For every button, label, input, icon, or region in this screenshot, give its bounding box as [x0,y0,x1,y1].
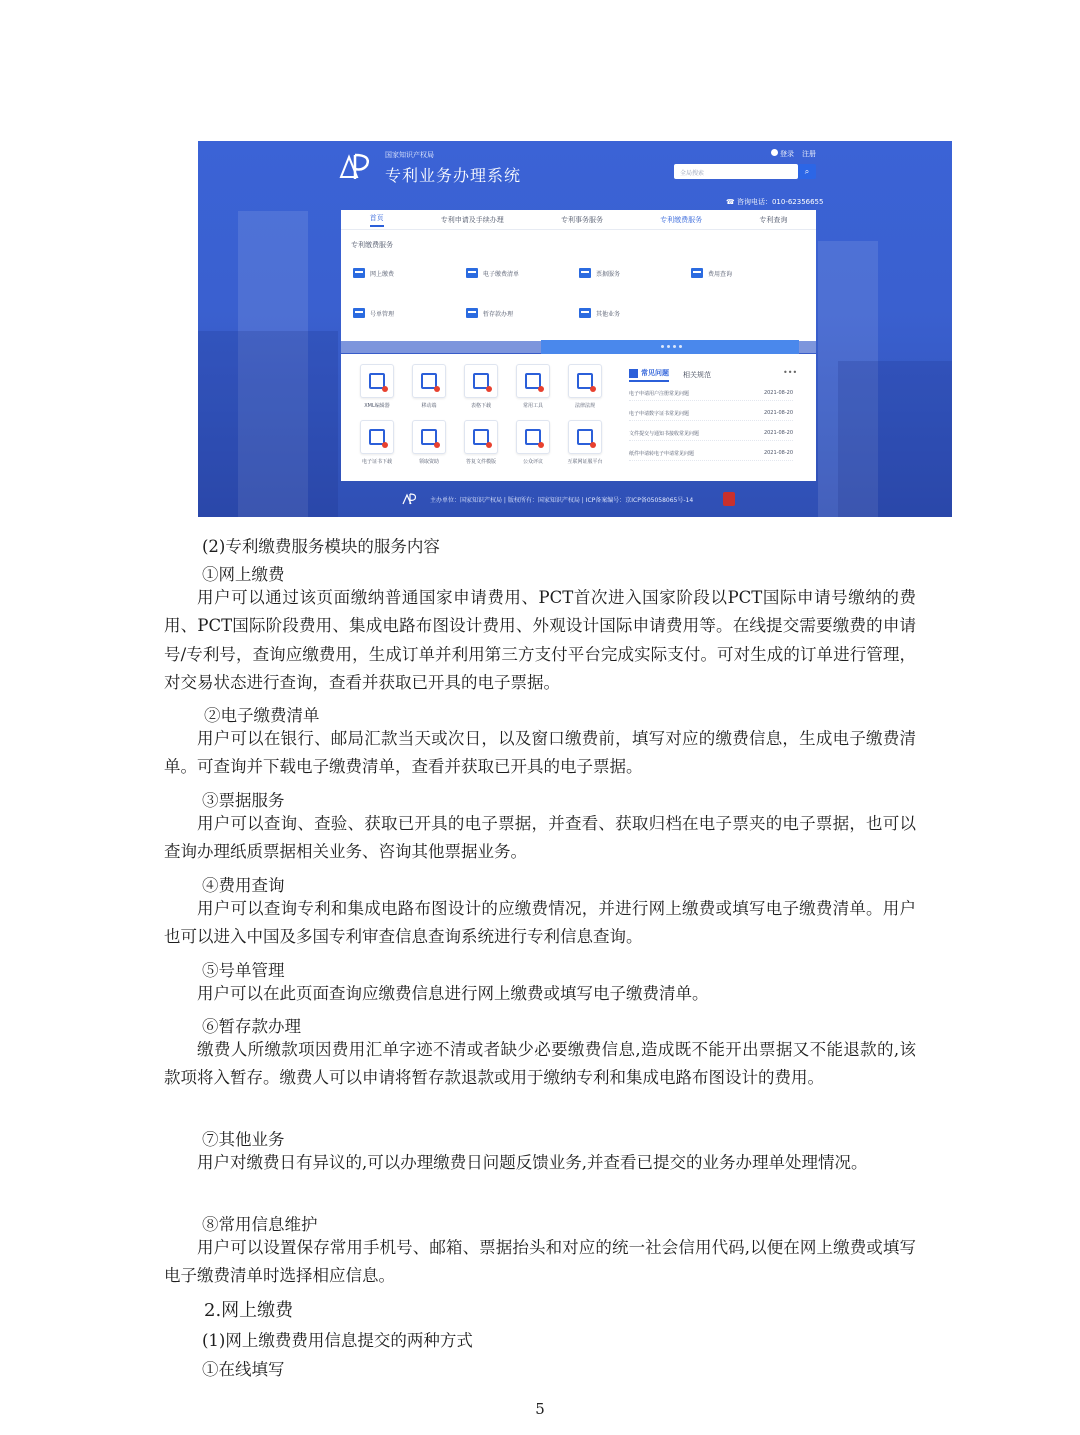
service-label: 网上缴费 [370,270,395,278]
paragraph: 缴费人所缴款项因费用汇单字迹不清或者缺少必要缴费信息,造成既不能开出票据又不能退款的,该款项将入暂存。缴费人可以申请将暂存款退款或用于缴纳专利和集成电路布图设计的费用。 [164,1040,916,1088]
faq-date: 2021-08-20 [763,390,793,396]
tool-common-tools[interactable] [511,364,555,409]
hotline: ☎ 咨询电话：010-62356655 [726,198,824,206]
faq-item[interactable] [629,430,793,441]
more-icon[interactable]: ••• [783,368,798,377]
section-title: 专利缴费服务 [351,241,393,249]
list-icon [466,268,478,278]
item-heading: ⑧常用信息维护 [202,1215,318,1234]
faq-item[interactable] [629,390,793,401]
item-heading: ⑦其他业务 [202,1130,285,1149]
certificate-icon [369,429,385,445]
faq-date: 2021-08-20 [763,410,793,416]
tool-label: 公众评议 [522,459,543,465]
tool-label: 移动端 [421,403,437,409]
mobile-icon [421,373,437,389]
carousel-banner[interactable] [541,340,799,354]
paragraph: 用户对缴费日有异议的,可以办理缴费日问题反馈业务,并查看已提交的业务办理单处理情况。 [197,1153,868,1172]
police-badge-icon [723,492,735,506]
tool-xml-editor[interactable] [355,364,399,409]
tools-panel [341,354,816,481]
tool-funding[interactable] [407,420,451,465]
tab-label: 常见问题 [641,369,669,377]
item-heading: ⑤号单管理 [202,961,285,980]
faq-item[interactable] [629,450,793,461]
faq-item[interactable] [629,410,793,421]
search-icon: ⌕ [804,167,810,176]
item-heading: ②电子缴费清单 [204,706,320,725]
search-input[interactable]: 全局搜索 [674,164,798,179]
page-number: 5 [535,1400,545,1418]
section-heading: 2.网上缴费 [204,1300,294,1321]
service-fee-query[interactable] [691,268,732,278]
faq-tabs [629,368,711,382]
register-link[interactable]: 注册 [802,150,816,158]
org-name: 国家知识产权局 [385,151,434,159]
user-icon [771,149,778,156]
code-icon [369,373,385,389]
search-button[interactable] [798,164,816,179]
tab-regulations[interactable]: 相关规范 [683,371,711,379]
calendar-icon [421,429,437,445]
receipt-icon [579,268,591,278]
service-label: 号单管理 [370,310,395,318]
paragraph: 用户可以查询、查验、获取已开具的电子票据，并查看、获取归档在电子票夹的电子票据，也可以查询办理纸质票据相关业务、咨询其他票据业务。 [164,814,916,862]
building-shape [838,361,952,517]
tool-mobile[interactable] [407,364,451,409]
download-icon [473,373,489,389]
other-icon [579,308,591,318]
service-receipts[interactable] [579,268,620,278]
nav-affairs[interactable]: 专利事务服务 [560,215,603,224]
tool-public-review[interactable] [511,420,555,465]
service-label: 其他业务 [596,310,621,318]
faq-title: 电子申请数字证书常见问题 [629,411,690,417]
main-panel [341,210,816,341]
nav-query[interactable]: 专利查询 [759,215,788,224]
nav-home[interactable]: 首页 [370,213,384,227]
item-heading: ①网上缴费 [202,565,285,584]
paragraph: 用户可以设置保存常用手机号、邮箱、票据抬头和对应的统一社会信用代码,以便在网上缴费或填写电子缴费清单时选择相应信息。 [164,1238,916,1286]
subsection-heading: (2)专利缴费服务模块的服务内容 [202,537,440,556]
paragraph: 用户可以查询专利和集成电路布图设计的应缴费情况，并进行网上缴费或填写电子缴费清单。用户也可以进入中国及多国专利审查信息查询系统进行专利信息查询。 [164,899,916,947]
deposit-icon [466,308,478,318]
tool-label: 电子证书下载 [361,459,392,465]
login-label: 登录 [780,150,794,158]
main-nav [341,210,816,230]
service-deposit[interactable] [466,308,513,318]
service-e-payment-list[interactable] [466,268,519,278]
nav-application[interactable]: 专利申请及手续办理 [440,215,504,224]
paragraph: 用户可以通过该页面缴纳普通国家申请费用、PCT首次进入国家阶段以PCT国际申请号缴纳的费用、PCT国际阶段费用、集成电路布图设计费用、外观设计国际申请费用等。在线提交需要缴费的申请号/专利号，查询应缴费用，生成订单并利用第三方支付平台完成实际支付。可对生成的订单进行管理，对交易状态进行查询，查看并获取已开具的电子票据。 [164,588,916,692]
service-other[interactable] [579,308,620,318]
tool-label: 法律法规 [574,403,595,409]
service-number-management[interactable] [353,308,394,318]
account-links [771,149,816,159]
footer-text: 主办单位：国家知识产权局 | 版权所有：国家知识产权局 | ICP备案编号：京ICP备05058065号-14 [430,497,694,504]
item-heading: ④费用查询 [202,876,285,895]
wifi-icon [577,429,593,445]
faq-title: 纸件申请转电子申请常见问题 [629,451,695,457]
service-label: 暂存款办理 [483,310,514,318]
faq-icon [629,369,638,378]
hotline-text: 咨询电话：010-62356655 [736,198,824,206]
template-icon [473,429,489,445]
tab-faq[interactable] [629,368,669,382]
footer-logo-icon [401,493,419,505]
paragraph: 用户可以在此页面查询应缴费信息进行网上缴费或填写电子缴费清单。 [197,984,709,1003]
tool-label: 常用工具 [522,403,543,409]
faq-date: 2021-08-20 [763,430,793,436]
tool-label: 领取资助 [418,459,439,465]
item-heading: ③票据服务 [202,791,285,810]
building-shape [198,331,338,517]
service-label: 费用查询 [708,270,733,278]
query-icon [691,268,703,278]
tool-internet-cert[interactable] [563,420,607,465]
faq-date: 2021-08-20 [763,450,793,456]
tool-laws[interactable] [563,364,607,409]
service-label: 电子缴费清单 [483,270,520,278]
tools-icon [525,373,541,389]
nav-payment[interactable]: 专利缴费服务 [660,215,703,224]
item-heading: ①在线填写 [202,1360,285,1379]
law-icon [577,373,593,389]
tool-label: XML编辑器 [364,403,390,409]
comment-icon [525,429,541,445]
tool-label: 互联网证服平台 [567,459,603,465]
tool-reply-template[interactable] [459,420,503,465]
tool-label: 表格下载 [470,403,491,409]
tool-label: 答复文件模版 [465,459,496,465]
paragraph: 用户可以在银行、邮局汇款当天或次日，以及窗口缴费前，填写对应的缴费信息，生成电子缴费清单。可查询并下载电子缴费清单，查看并获取已开具的电子票据。 [164,729,916,777]
tool-form-download[interactable] [459,364,503,409]
login-link[interactable] [771,149,794,159]
faq-title: 文件提交与通知书接收常见问题 [629,431,700,437]
cnipa-logo-icon [335,151,377,183]
payment-icon [353,268,365,278]
service-label: 票据服务 [596,270,621,278]
tool-certificate-download[interactable] [355,420,399,465]
service-online-payment[interactable] [353,268,394,278]
item-heading: ⑥暂存款办理 [202,1017,301,1036]
carousel-dots[interactable] [661,345,682,348]
system-screenshot [198,141,952,517]
faq-title: 电子申请用户注册常见问题 [629,391,690,397]
number-icon [353,308,365,318]
subsection-heading: (1)网上缴费费用信息提交的两种方式 [202,1331,473,1350]
system-title: 专利业务办理系统 [385,166,522,185]
